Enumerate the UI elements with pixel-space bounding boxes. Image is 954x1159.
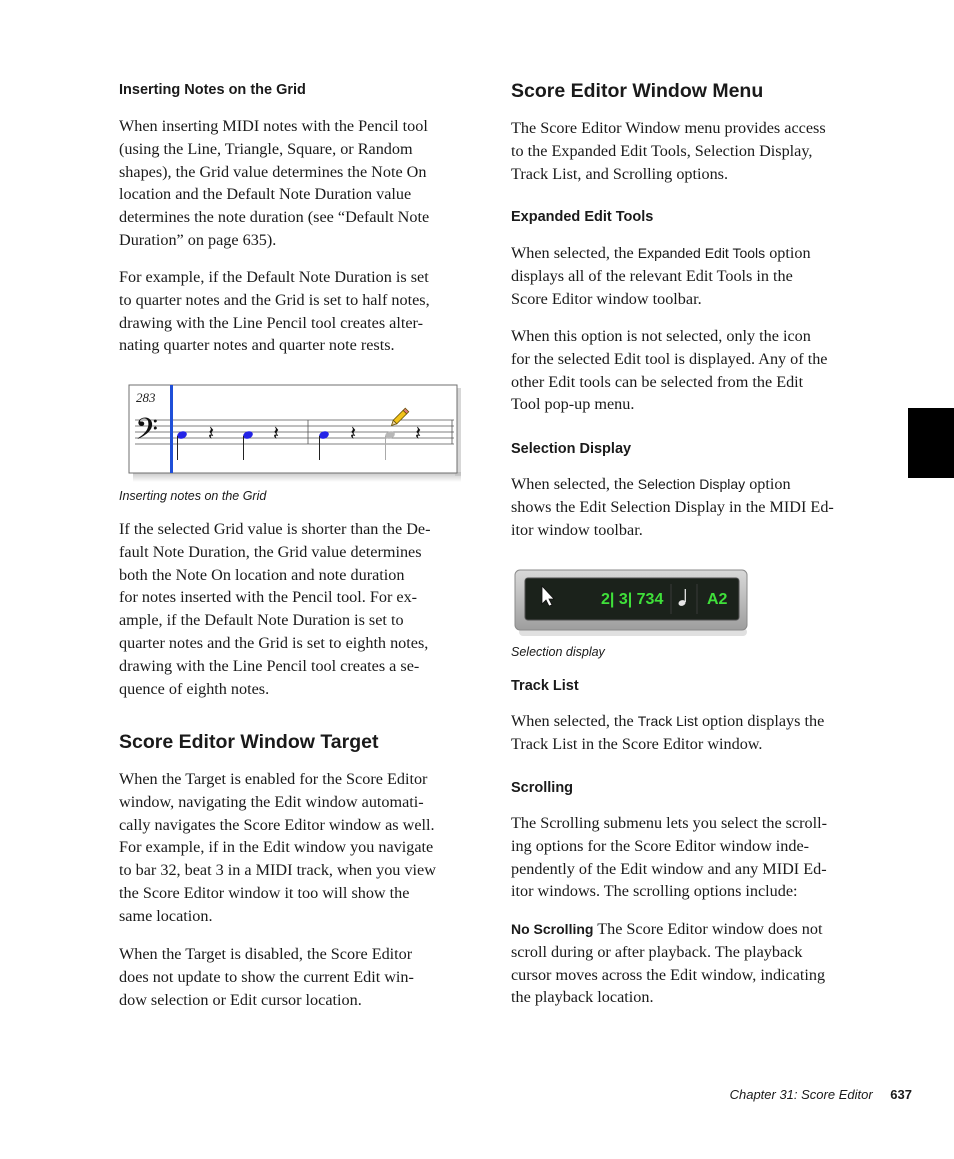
text-line: quence of eighth notes. xyxy=(119,679,270,698)
text-run: When selected, the xyxy=(511,712,638,730)
bar-number: 283 xyxy=(136,390,156,405)
text-line: Duration” on page 635). xyxy=(119,230,277,249)
text-line: fault Note Duration, the Grid value determines xyxy=(119,542,422,561)
paragraph-not-selected xyxy=(511,325,871,416)
text-line xyxy=(511,473,871,496)
heading-score-editor-window-target: Score Editor Window Target xyxy=(119,731,379,753)
text-line xyxy=(511,918,871,941)
text-line: cursor moves across the Edit window, indicating xyxy=(511,965,826,984)
quarter-rest-icon: 𝄽 xyxy=(415,421,422,445)
figure-selection-display xyxy=(511,566,756,643)
text-run: option xyxy=(765,244,811,262)
heading-scrolling: Scrolling xyxy=(511,780,574,796)
text-line: When inserting MIDI notes with the Pencil tool xyxy=(119,117,428,135)
text-run: When selected, the xyxy=(511,244,638,262)
text-line: For example, if in the Edit window you navigate xyxy=(119,838,434,857)
text-line: determines the note duration (see “Default Note xyxy=(119,208,430,227)
text-line xyxy=(511,710,871,733)
text-line: Track List, and Scrolling options. xyxy=(511,164,729,183)
heading-selection-display: Selection Display xyxy=(511,441,632,457)
bass-clef-icon: 𝄢 xyxy=(135,413,159,454)
text-run: option displays the xyxy=(697,712,825,730)
figure-score-grid xyxy=(119,382,464,487)
text-line: Tool pop-up menu. xyxy=(511,395,635,414)
text-line: both the Note On location and note duration xyxy=(119,565,405,584)
caption-selection-display: Selection display xyxy=(511,645,605,659)
chapter-thumb-tab xyxy=(908,408,954,478)
ui-term: Selection Display xyxy=(637,476,746,492)
text-line: shapes), the Grid value determines the Note On xyxy=(119,162,427,181)
text-line: For example, if the Default Note Duration is set xyxy=(119,268,429,286)
text-line: Track List in the Score Editor window. xyxy=(511,734,763,753)
text-line: Score Editor window toolbar. xyxy=(511,289,702,308)
text-line: other Edit tools can be selected from the Edit xyxy=(511,372,804,391)
text-line: the playback location. xyxy=(511,988,654,1007)
text-line: If the selected Grid value is shorter than the De- xyxy=(119,520,431,538)
text-line: ample, if the Default Note Duration is set to xyxy=(119,611,404,630)
text-line: location and the Default Note Duration value xyxy=(119,185,412,204)
paragraph-no-scrolling xyxy=(511,918,871,1009)
text-run: The Score Editor window does not xyxy=(593,920,823,938)
paragraph-expanded-edit-tools xyxy=(511,242,871,310)
text-line: When the Target is enabled for the Score Editor xyxy=(119,770,428,788)
paragraph-example xyxy=(119,266,479,357)
text-line: quarter notes and the Grid is set to eighth notes, xyxy=(119,633,429,652)
text-line: to quarter notes and the Grid is set to half notes, xyxy=(119,290,430,309)
text-line: for the selected Edit tool is displayed. Any of the xyxy=(511,349,828,368)
text-run: When selected, the xyxy=(511,475,638,493)
text-line: dow selection or Edit cursor location. xyxy=(119,990,362,1009)
quarter-rest-icon: 𝄽 xyxy=(208,421,215,445)
text-line: does not update to show the current Edit win- xyxy=(119,967,414,986)
text-line: drawing with the Line Pencil tool creates alter- xyxy=(119,313,423,332)
text-line: When the Target is disabled, the Score Editor xyxy=(119,945,413,963)
paragraph-scrolling xyxy=(511,812,871,903)
text-line: cally navigates the Score Editor window as well. xyxy=(119,815,435,834)
text-line: itor windows. The scrolling options include: xyxy=(511,882,798,901)
text-run: option xyxy=(745,475,791,493)
text-line: to bar 32, beat 3 in a MIDI track, when you view xyxy=(119,861,436,880)
paragraph-track-list xyxy=(511,710,871,756)
quarter-rest-icon: 𝄽 xyxy=(350,421,357,445)
text-line: window, navigating the Edit window automati- xyxy=(119,792,424,811)
selection-display-figure xyxy=(511,566,756,638)
text-line: displays all of the relevant Edit Tools in the xyxy=(511,266,793,285)
heading-score-editor-window-menu: Score Editor Window Menu xyxy=(511,80,764,102)
paragraph-menu-intro xyxy=(511,117,871,185)
paragraph-selection-display xyxy=(511,473,871,541)
text-line: itor window toolbar. xyxy=(511,520,643,539)
text-line: the Score Editor window it too will show the xyxy=(119,883,410,902)
text-line: same location. xyxy=(119,906,213,925)
footer-chapter-title: Chapter 31: Score Editor xyxy=(729,1087,873,1102)
text-line: ing options for the Score Editor window inde- xyxy=(511,836,810,855)
caption-inserting-notes: Inserting notes on the Grid xyxy=(119,489,267,503)
text-line: for notes inserted with the Pencil tool. For ex- xyxy=(119,588,418,607)
paragraph-inserting-intro xyxy=(119,115,479,252)
playhead-cursor xyxy=(170,385,173,473)
heading-expanded-edit-tools: Expanded Edit Tools xyxy=(511,209,654,225)
page-footer xyxy=(730,1087,912,1102)
text-line: The Score Editor Window menu provides access xyxy=(511,119,826,137)
quarter-rest-icon: 𝄽 xyxy=(273,421,280,445)
heading-inserting-notes: Inserting Notes on the Grid xyxy=(119,82,306,98)
text-line: pendently of the Edit window and any MIDI Ed- xyxy=(511,859,827,878)
ui-term: Track List xyxy=(637,713,698,729)
selection-position-readout: 2| 3| 734 xyxy=(601,591,664,608)
page-number: 637 xyxy=(890,1087,912,1102)
ui-term: Expanded Edit Tools xyxy=(637,245,766,261)
text-line: The Scrolling submenu lets you select the scroll- xyxy=(511,814,828,832)
text-line xyxy=(511,242,871,265)
selection-pitch-readout: A2 xyxy=(707,591,728,608)
run-in-heading: No Scrolling xyxy=(511,921,594,937)
text-line: nating quarter notes and quarter note rests. xyxy=(119,336,395,355)
paragraph-target-enabled xyxy=(119,768,479,928)
text-line: (using the Line, Triangle, Square, or Random xyxy=(119,139,413,158)
text-line: drawing with the Line Pencil tool creates a se- xyxy=(119,656,420,675)
text-line: When this option is not selected, only the icon xyxy=(511,327,811,345)
text-line: scroll during or after playback. The playback xyxy=(511,942,803,961)
heading-track-list: Track List xyxy=(511,678,579,694)
paragraph-target-disabled xyxy=(119,943,479,1011)
score-staff-figure xyxy=(119,382,464,482)
paragraph-grid-shorter xyxy=(119,518,479,700)
text-line: shows the Edit Selection Display in the MIDI Ed- xyxy=(511,497,834,516)
text-line: to the Expanded Edit Tools, Selection Display, xyxy=(511,141,813,160)
